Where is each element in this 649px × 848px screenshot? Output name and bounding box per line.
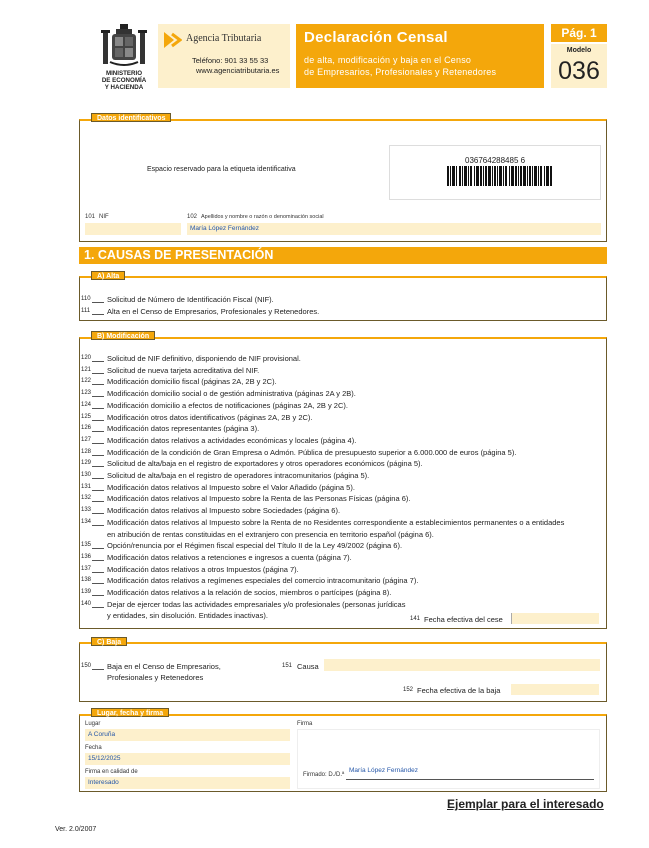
nombre-code: 102 <box>187 214 198 220</box>
item-code: 111 <box>81 307 91 314</box>
item-label: Modificación datos relativos a actividades económicas y locales (página 4). <box>107 435 357 445</box>
item-code: 127 <box>81 436 92 443</box>
item-checkbox[interactable] <box>92 414 104 421</box>
item-checkbox[interactable] <box>92 308 104 315</box>
item-code: 131 <box>81 483 92 490</box>
page-title: Declaración Censal <box>304 29 448 46</box>
identificativos-tab: Datos identificativos <box>91 113 171 122</box>
lugar-field[interactable] <box>85 729 290 741</box>
causa-code: 151 <box>282 663 293 669</box>
ejemplar-text: Ejemplar para el interesado <box>447 797 604 811</box>
item-checkbox[interactable] <box>92 566 104 573</box>
baja-code: 150 <box>81 663 92 669</box>
item-code: 129 <box>81 460 92 467</box>
agencia-telefono: Teléfono: 901 33 55 33 <box>192 56 269 65</box>
item-code: 110 <box>81 296 91 302</box>
item-code: 134 <box>81 518 92 525</box>
nombre-value: María López Fernández <box>190 225 260 232</box>
item-code: 123 <box>81 390 92 397</box>
item-checkbox[interactable] <box>92 601 104 608</box>
item-checkbox[interactable] <box>92 378 104 385</box>
item-code: 126 <box>81 425 92 432</box>
item-checkbox[interactable] <box>92 507 104 514</box>
firmado-value: María López Fernández <box>349 767 419 774</box>
ministerio-text: MINISTERIO DE ECONOMÍA Y HACIENDA <box>101 70 147 91</box>
fecha-label: Fecha <box>85 745 102 751</box>
item-code: 140 <box>81 600 92 607</box>
item-checkbox[interactable] <box>92 472 104 479</box>
firmado-line <box>346 779 594 780</box>
item-checkbox[interactable] <box>92 390 104 397</box>
item-code: 132 <box>81 495 92 502</box>
item-label: Opción/renuncia por el Régimen fiscal especial del Título II de la Ley 49/2002 (página 6). <box>107 541 403 551</box>
alta-tab: A) Alta <box>91 271 125 280</box>
causa-field[interactable] <box>324 659 600 671</box>
item-checkbox[interactable] <box>92 355 104 362</box>
item-checkbox[interactable] <box>92 484 104 491</box>
item-checkbox[interactable] <box>92 589 104 596</box>
item-checkbox[interactable] <box>92 577 104 584</box>
item-label: Modificación datos relativos a retenciones e ingresos a cuenta (página 7). <box>107 552 352 562</box>
lugar-value: A Coruña <box>88 731 116 738</box>
section-causas-title: 1. CAUSAS DE PRESENTACIÓN <box>79 247 607 264</box>
item-label: Solicitud de NIF definitivo, disponiendo de NIF provisional. <box>107 354 301 363</box>
page-subtitle-2: de Empresarios, Profesionales y Retenedores <box>304 67 497 77</box>
fecha-baja-label: Fecha efectiva de la baja <box>417 686 501 695</box>
causa-label: Causa <box>297 662 319 671</box>
fecha-baja-field[interactable] <box>511 684 599 695</box>
modelo-label: Modelo <box>566 47 592 54</box>
firma-area[interactable] <box>297 729 600 789</box>
page-number: Pág. 1 <box>551 24 607 42</box>
item-label: Modificación datos relativos a otros Impuestos (página 7). <box>107 564 299 574</box>
item-checkbox[interactable] <box>92 425 104 432</box>
item-checkbox[interactable] <box>92 542 104 549</box>
item-label: Modificación de la condición de Gran Empresa o Admón. Pública de presupuesto superior a 6.000.000 de euros (página 5). <box>107 447 517 457</box>
cese-label: Fecha efectiva del cese <box>424 615 503 624</box>
item-label: Modificación datos relativos a la relación de socios, miembros o partícipes (página 8). <box>107 588 392 597</box>
modelo-number: 036 <box>558 57 600 85</box>
page-subtitle-1: de alta, modificación y baja en el Censo <box>304 55 472 65</box>
item-label: Modificación datos relativos al Impuesto sobre el Valor Añadido (página 5). <box>107 482 355 492</box>
item-checkbox[interactable] <box>92 519 104 526</box>
item-code: 120 <box>81 355 92 361</box>
baja-label-1: Baja en el Censo de Empresarios, <box>107 662 221 671</box>
item-code: 130 <box>81 472 92 478</box>
item-label: Dejar de ejercer todas las actividades empresariales y/o profesionales (personas jurídicas <box>107 599 406 609</box>
item-checkbox[interactable] <box>92 495 104 502</box>
firma-label: Firma <box>297 721 313 727</box>
item-code: 124 <box>81 401 92 408</box>
item-code: 136 <box>81 553 92 560</box>
cese-date-field[interactable] <box>511 613 599 624</box>
item-label: Solicitud de alta/baja en el registro de operadores intracomunitarios (página 5). <box>107 471 370 480</box>
item-label: Modificación datos relativos al Impuesto sobre la Renta de no Residentes correspondiente a establecimientos permanentes o a entidades <box>107 517 565 527</box>
item-code: 125 <box>81 413 92 420</box>
item-code: 122 <box>81 378 92 385</box>
cese-code: 141 <box>410 616 421 622</box>
item-code: 137 <box>81 565 92 572</box>
item-label: Modificación datos relativos al Impuesto sobre Sociedades (página 6). <box>107 506 341 516</box>
firmado-label: Firmado: D./D.ª <box>303 772 345 778</box>
lugar-label: Lugar <box>85 721 101 727</box>
item-checkbox[interactable] <box>92 437 104 444</box>
item-label: Modificación domicilio fiscal (páginas 2A, 2B y 2C). <box>107 377 277 387</box>
agencia-name: Agencia Tributaria <box>186 33 262 44</box>
version-text: Ver. 2.0/2007 <box>55 826 97 833</box>
agencia-logo-icon <box>162 30 182 50</box>
barcode-icon <box>447 166 553 186</box>
fecha-value: 15/12/2025 <box>88 755 121 762</box>
item-label: Solicitud de Número de Identificación Fiscal (NIF). <box>107 295 274 304</box>
baja-tab: C) Baja <box>91 637 127 646</box>
item-code: 133 <box>81 507 92 514</box>
item-label: Solicitud de nueva tarjeta acreditativa del NIF. <box>107 365 260 375</box>
calidad-label: Firma en calidad de <box>85 769 138 775</box>
item-label: Solicitud de alta/baja en el registro de exportadores y otros operadores económicos (página 5). <box>107 459 423 469</box>
item-code: 128 <box>81 448 92 455</box>
firma-tab: Lugar, fecha y firma <box>91 708 169 717</box>
item-checkbox[interactable] <box>92 296 104 303</box>
item-code: 121 <box>81 366 92 373</box>
nif-code: 101 <box>85 214 96 220</box>
item-checkbox[interactable] <box>92 367 104 374</box>
agencia-web: www.agenciatributaria.es <box>196 66 280 75</box>
item-checkbox[interactable] <box>92 402 104 409</box>
baja-checkbox[interactable] <box>92 663 104 670</box>
item-code: 135 <box>81 542 92 549</box>
item-label: Modificación datos relativos al Impuesto sobre la Renta de las Personas Físicas (página 6). <box>107 494 411 504</box>
item-code: 139 <box>81 589 92 595</box>
item-label: Modificación domicilio a efectos de notificaciones (páginas 2A, 2B y 2C). <box>107 400 348 410</box>
calidad-value: Interesado <box>88 779 119 786</box>
baja-label-2: Profesionales y Retenedores <box>107 673 204 682</box>
item-checkbox[interactable] <box>92 460 104 467</box>
etiqueta-text: Espacio reservado para la etiqueta identificativa <box>147 166 296 173</box>
item-label: Modificación otros datos identificativos (páginas 2A, 2B y 2C). <box>107 412 313 422</box>
nif-field[interactable] <box>85 223 181 235</box>
item-label: Modificación datos representantes (página 3). <box>107 424 260 434</box>
item-checkbox[interactable] <box>92 449 104 456</box>
nombre-label: Apellidos y nombre o razón o denominación social <box>201 214 324 220</box>
item-label: Modificación datos relativos a regímenes especiales del comercio intracomunitario (página 7). <box>107 576 419 586</box>
item-label: Modificación domicilio social o de gestión administrativa (páginas 2A y 2B). <box>107 389 356 399</box>
nif-label: NIF <box>99 214 109 220</box>
item-label: en atribución de rentas constituidas en el extranjero con presencia en territorio español (página 6). <box>107 529 434 539</box>
item-code: 138 <box>81 577 92 584</box>
item-label: y entidades, sin disolución. Entidades inactivas). <box>107 611 268 621</box>
barcode-number: 036764288485 6 <box>465 156 526 165</box>
item-label: Alta en el Censo de Empresarios, Profesionales y Retenedores. <box>107 306 320 316</box>
modificacion-tab: B) Modificación <box>91 331 155 340</box>
item-checkbox[interactable] <box>92 554 104 561</box>
fecha-baja-code: 152 <box>403 687 414 693</box>
